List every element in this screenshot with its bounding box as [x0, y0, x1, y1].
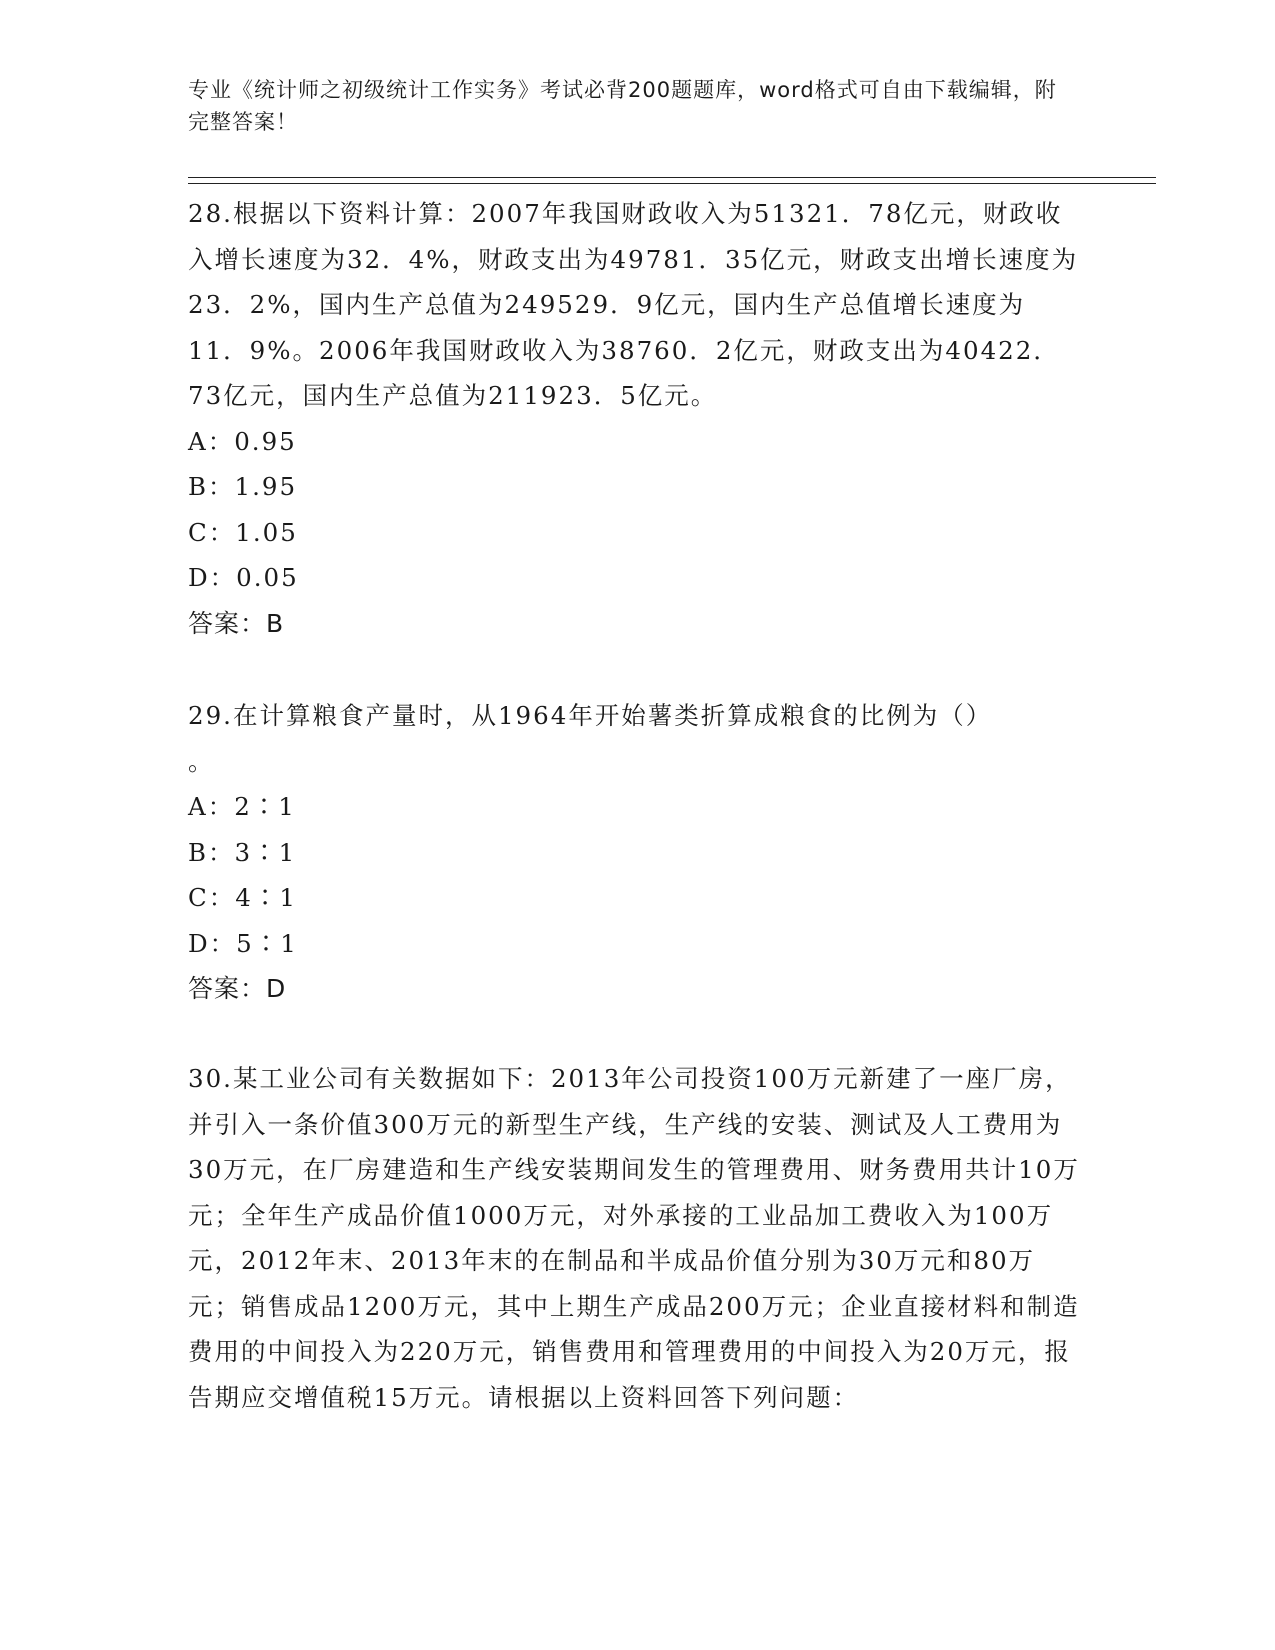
header-rule-top [188, 177, 1156, 178]
answer-line: 答案：B [188, 608, 285, 638]
option-d: D：5∶1 [188, 928, 298, 958]
question-stem: 29.在计算粮食产量时，从1964年开始薯类折算成粮食的比例为（） [188, 701, 993, 730]
question-stem: 28.根据以下资料计算：2007年我国财政收入为51321．78亿元，财政收入增长速度为32．4%，财政支出为49781．35亿元，财政支出增长速度为23．2%，国内生产总值为249529．9亿元，国内生产总值增长速度为11．9%。2006年我国财政收入为38760．2亿元，财政支出为40422．73亿元，国内生产总值为211923．5亿元。 [188, 199, 1079, 410]
question-29 [188, 693, 1084, 1012]
option-d: D：0.05 [188, 563, 299, 592]
question-28 [188, 191, 1084, 646]
option-c: C：4∶1 [188, 883, 297, 912]
option-c: C：1.05 [188, 517, 298, 547]
option-a: A：0.95 [188, 426, 297, 456]
answer-line: 答案：D [188, 974, 287, 1003]
option-b: B：3∶1 [188, 837, 297, 867]
header-rule-bottom [188, 183, 1156, 184]
question-stem-tail: 。 [188, 746, 215, 776]
question-stem: 30.某工业公司有关数据如下：2013年公司投资100万元新建了一座厂房，并引入一条价值300万元的新型生产线，生产线的安装、测试及人工费用为30万元，在厂房建造和生产线安装期间发生的管理费用、财务费用共计10万元；全年生产成品价值1000万元，对外承接的工业品加工费收入为100万元，2012年末、2013年末的在制品和半成品价值分别为30万元和80万元；销售成品1200万元，其中上期生产成品200万元；企业直接材料和制造费用的中间投入为220万元，销售费用和管理费用的中间投入为20万元，报告期应交增值税15万元。请根据以上资料回答下列问题： [188, 1064, 1080, 1412]
option-a: A：2∶1 [188, 792, 296, 821]
option-b: B：1.95 [188, 472, 298, 501]
document-header: 专业《统计师之初级统计工作实务》考试必背200题题库，word格式可自由下载编辑，附完整答案！ [188, 78, 1057, 134]
question-30 [188, 1056, 1084, 1420]
